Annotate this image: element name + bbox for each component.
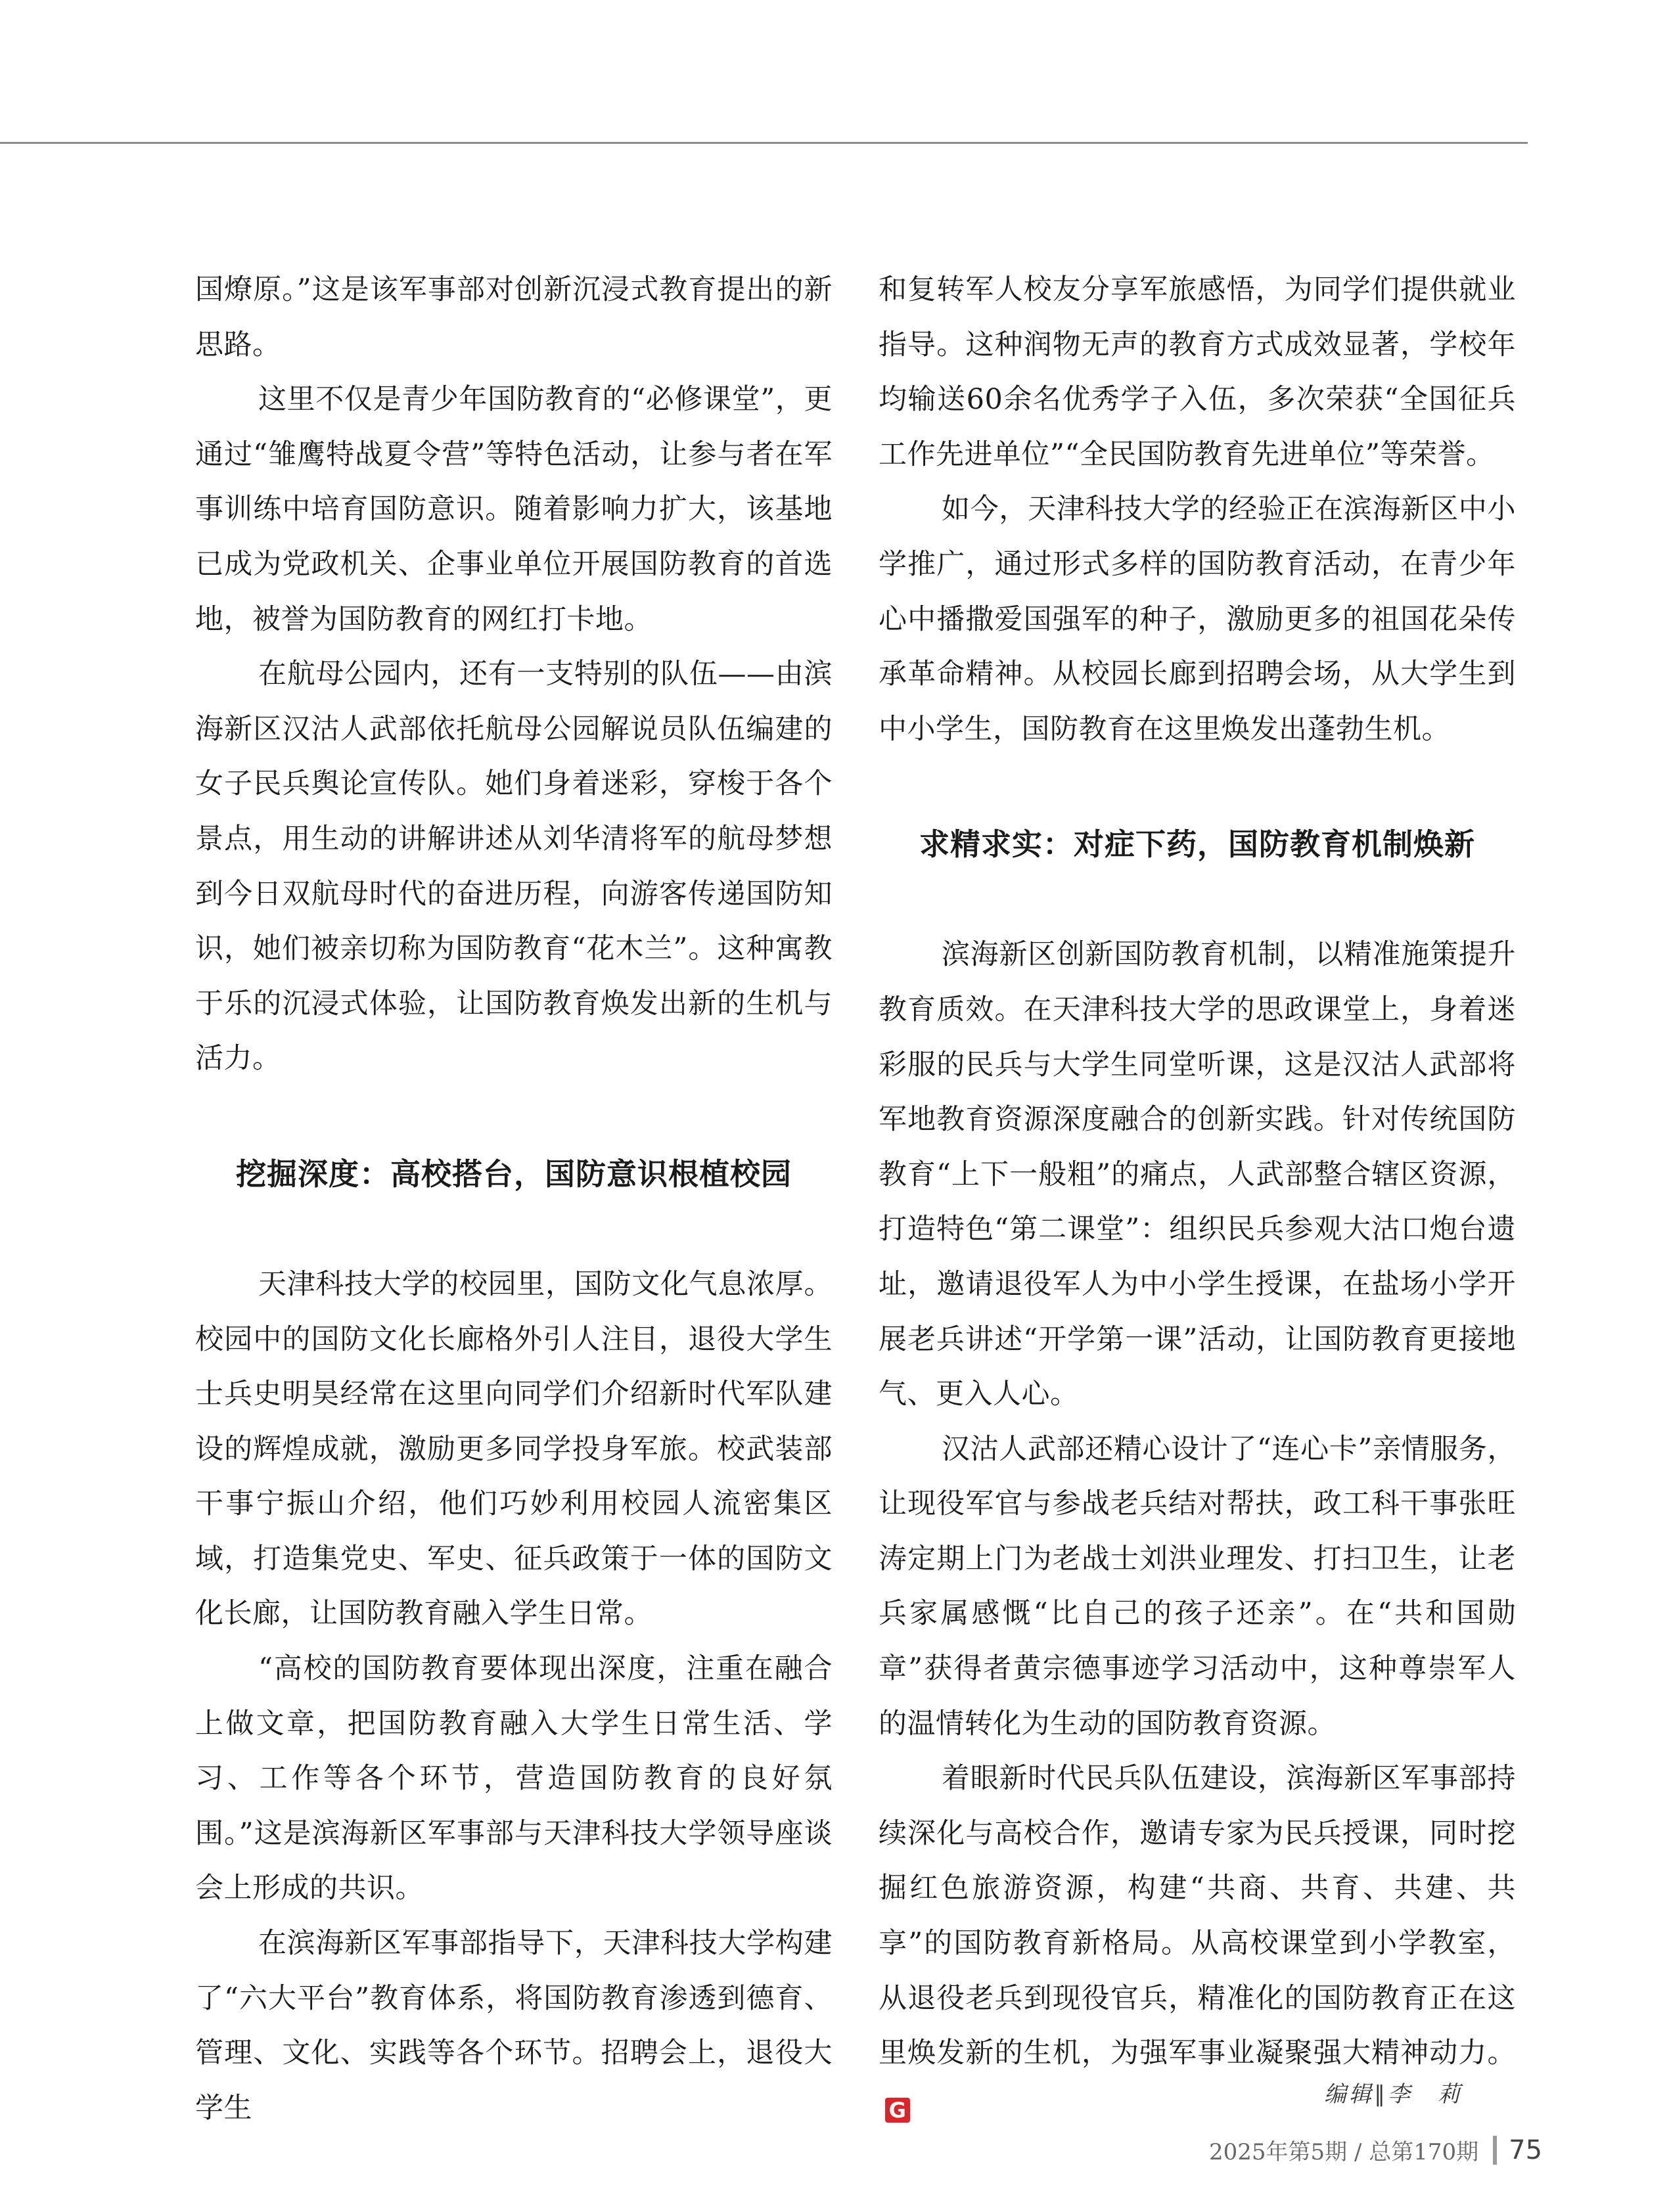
paragraph: 如今，天津科技大学的经验正在滨海新区中小学推广，通过形式多样的国防教育活动，在青少年心中播撒爱国强军的种子，激励更多的祖国花朵传承革命精神。从校园长廊到招聘会场，从大学生到中小学生，国防教育在这里焕发出蓬勃生机。: [879, 493, 1516, 746]
right-column: [879, 263, 1516, 2136]
section-heading: 求精求实：对症下药，国防教育机制焕新: [919, 826, 1475, 863]
paragraph: 和复转军人校友分享军旅感悟，为同学们提供就业指导。这种润物无声的教育方式成效显著，学校年均输送60余名优秀学子入伍，多次荣获“全国征兵工作先进单位”“全民国防教育先进单位”等荣誉。: [879, 273, 1516, 471]
footer-divider: [1493, 2136, 1497, 2165]
paragraph-text: 着眼新时代民兵队伍建设，滨海新区军事部持续深化与高校合作，邀请专家为民兵授课，同时挖掘红色旅游资源，构建“共商、共育、共建、共享”的国防教育新格局。从高校课堂到小学教室，从退役老兵到现役官兵，精准化的国防教育正在这里焕发新的生机，为强军事业凝聚强大精神动力。: [879, 1762, 1516, 2070]
issue-info: 2025年第5期 / 总第170期: [1209, 2139, 1479, 2165]
section-heading: 挖掘深度：高校搭台，国防意识根植校园: [236, 1156, 792, 1192]
paragraph: 天津科技大学的校园里，国防文化气息浓厚。校园中的国防文化长廊格外引人注目，退役大学生士兵史明昊经常在这里向同学们介绍新时代军队建设的辉煌成就，激励更多同学投身军旅。校武装部干事宁振山介绍，他们巧妙利用校园人流密集区域，打造集党史、军史、征兵政策于一体的国防文化长廊，让国防教育融入学生日常。: [195, 1267, 833, 1631]
page-number: 75: [1509, 2134, 1543, 2165]
paragraph: 汉沽人武部还精心设计了“连心卡”亲情服务，让现役军官与参战老兵结对帮扶，政工科干事张旺涛定期上门为老战士刘洪业理发、打扫卫生，让老兵家属感慨“比自己的孩子还亲”。在“共和国勋章”获得者黄宗德事迹学习活动中，这种尊崇军人的温情转化为生动的国防教育资源。: [879, 1432, 1516, 1740]
paragraph: “高校的国防教育要体现出深度，注重在融合上做文章，把国防教育融入大学生日常生活、学习、工作等各个环节，营造国防教育的良好氛围。”这是滨海新区军事部与天津科技大学领导座谈会上形成的共识。: [195, 1652, 833, 1905]
end-of-article-icon: G: [885, 2098, 910, 2123]
paragraph: 国燎原。”这是该军事部对创新沉浸式教育提出的新思路。: [195, 273, 833, 361]
header-rule: [0, 142, 1528, 144]
editor-credit: 编辑∥李 莉: [1324, 2081, 1463, 2108]
paragraph: 在滨海新区军事部指导下，天津科技大学构建了“六大平台”教育体系，将国防教育渗透到德育、管理、文化、实践等各个环节。招聘会上，退役大学生: [195, 1927, 833, 2125]
paragraph: 这里不仅是青少年国防教育的“必修课堂”，更通过“雏鹰特战夏令营”等特色活动，让参与者在军事训练中培育国防意识。随着影响力扩大，该基地已成为党政机关、企事业单位开展国防教育的首选地，被誉为国防教育的网红打卡地。: [195, 383, 833, 636]
page-footer: [1209, 2134, 1542, 2166]
paragraph: 滨海新区创新国防教育机制，以精准施策提升教育质效。在天津科技大学的思政课堂上，身着迷彩服的民兵与大学生同堂听课，这是汉沽人武部将军地教育资源深度融合的创新实践。针对传统国防教育“上下一般粗”的痛点，人武部整合辖区资源，打造特色“第二课堂”：组织民兵参观大沽口炮台遗址，邀请退役军人为中小学生授课，在盐场小学开展老兵讲述“开学第一课”活动，让国防教育更接地气、更入人心。: [879, 938, 1516, 1411]
paragraph: 在航母公园内，还有一支特别的队伍——由滨海新区汉沽人武部依托航母公园解说员队伍编建的女子民兵舆论宣传队。她们身着迷彩，穿梭于各个景点，用生动的讲解讲述从刘华清将军的航母梦想到今日双航母时代的奋进历程，向游客传递国防知识，她们被亲切称为国防教育“花木兰”。这种寓教于乐的沉浸式体验，让国防教育焕发出新的生机与活力。: [195, 658, 833, 1075]
left-column: [195, 263, 833, 2136]
